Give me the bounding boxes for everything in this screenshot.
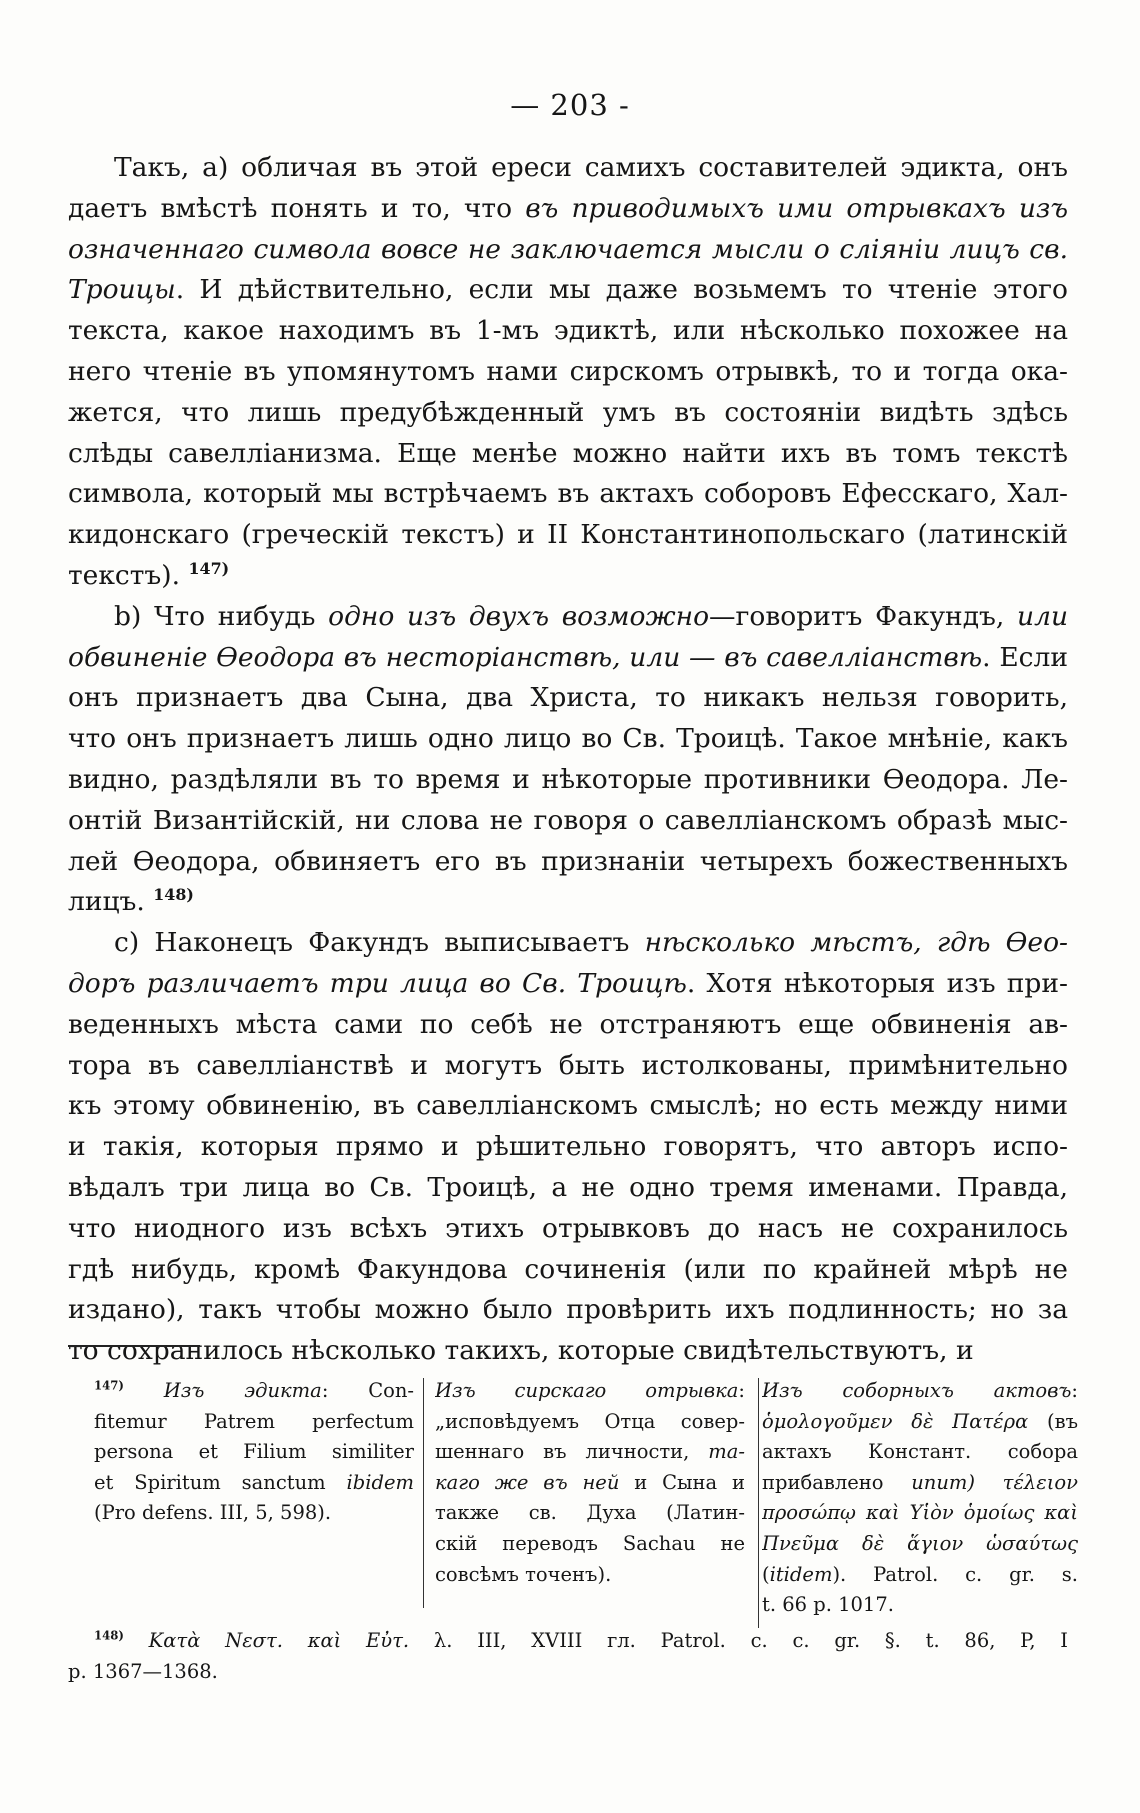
text-run: актахъ Констант. собора <box>762 1440 1078 1464</box>
text-run: доръ различаетъ три лица во Св. Троицѣ <box>68 967 687 999</box>
text-line <box>68 760 1068 801</box>
text-line <box>68 1046 1068 1087</box>
footnote-line <box>94 1437 414 1468</box>
text-run: —говоритъ Факундъ, <box>709 600 1017 632</box>
footnote-147-council-column <box>762 1376 1078 1621</box>
text-run: itidem <box>769 1562 833 1586</box>
text-run: Изъ эдикта <box>123 1379 322 1402</box>
text-run: къ этому обвиненію, въ савелліанскомъ смыслѣ; но есть между ними <box>68 1090 1068 1122</box>
text-run: λ. III, XVIII гл. Patrol. c. c. gr. §. t. 86, P, I <box>409 1629 1068 1652</box>
footnote-line <box>435 1376 745 1407</box>
text-run: слѣды савелліанизма. Еще менѣе можно найти ихъ въ томъ текстѣ <box>68 437 1068 469</box>
text-run: даетъ вмѣстѣ понять и то, что <box>68 192 526 224</box>
text-line <box>68 1005 1068 1046</box>
text-run: также св. Духа (Латин- <box>435 1501 745 1525</box>
text-run: p. 1367—1368. <box>68 1659 218 1683</box>
footnote-ref: 147) <box>188 559 230 579</box>
text-line <box>68 1127 1068 1168</box>
text-run: веденныхъ мѣста сами по себѣ не отстраняютъ еще обвиненія ав- <box>68 1008 1068 1040</box>
text-run: совсѣмъ точенъ). <box>435 1562 612 1586</box>
footnote-divider <box>68 1345 200 1347</box>
text-line <box>68 801 1068 842</box>
text-run: или <box>1017 600 1068 632</box>
text-run: Κατὰ Νεστ. καὶ Εὐτ. <box>123 1629 410 1652</box>
text-line <box>68 311 1068 352</box>
footnote-line <box>435 1498 745 1529</box>
text-line <box>68 1209 1068 1250</box>
text-run: каго же въ ней <box>435 1470 620 1494</box>
footnote-line <box>762 1376 1078 1407</box>
footnote-line <box>435 1560 745 1591</box>
text-run: текста, какое находимъ въ 1-мъ эдиктѣ, или нѣсколько похожее на <box>68 315 1068 347</box>
text-line <box>68 1290 1068 1331</box>
text-line <box>68 474 1068 515</box>
text-run: (въ <box>1028 1409 1078 1433</box>
text-run: нѣсколько мѣстъ, гдѣ Ѳео- <box>644 927 1068 959</box>
text-line <box>68 678 1068 719</box>
text-run: онтій Византійскій, ни слова не говоря о савелліанскомъ образѣ мыс- <box>68 804 1068 836</box>
text-run: ὁμολογοῦμεν δὲ Πατέρα <box>762 1409 1029 1433</box>
text-run: въ приводимыхъ ими отрывкахъ изъ <box>525 192 1068 224</box>
footnote-147-syriac-column <box>435 1376 745 1590</box>
text-line <box>68 1168 1068 1209</box>
footnote-147-edict-column <box>94 1376 414 1529</box>
text-line <box>68 842 1068 883</box>
text-line <box>68 597 1068 638</box>
footnote-line <box>762 1437 1078 1468</box>
text-run: προσώπῳ καὶ Υἱὸν ὁμοίως καὶ <box>762 1501 1078 1525</box>
text-run: что онъ признаетъ лишь одно лицо во Св. Троицѣ. Такое мнѣніе, какъ <box>68 723 1068 755</box>
footnote-line <box>762 1560 1078 1591</box>
text-line <box>68 189 1068 230</box>
text-run: ( <box>762 1562 770 1586</box>
footnote-line <box>68 1656 1068 1687</box>
text-line <box>68 270 1068 311</box>
text-run: (Pro defens. III, 5, 598). <box>94 1501 332 1525</box>
text-line <box>68 1331 1068 1372</box>
text-run: с) Наконецъ Факундъ выписываетъ <box>114 927 645 959</box>
text-run: кидонскаго (греческій текстъ) и II Константинопольскаго (латинскій <box>68 519 1068 551</box>
text-line <box>68 515 1068 556</box>
text-run: гдѣ нибудь, кромѣ Факундова сочиненія (или по крайней мѣрѣ не <box>68 1253 1068 1285</box>
text-run: обвиненіе Ѳеодора въ несторіанствѣ, или — въ савелліанствѣ <box>68 641 983 673</box>
text-run: скій переводъ Sachau не <box>435 1531 745 1555</box>
footnote-ref: 148) <box>94 1628 124 1643</box>
footnote-line <box>68 1625 1068 1656</box>
text-run: . И дѣйствительно, если мы даже возьмемъ то чтеніе этого <box>175 274 1068 306</box>
text-run: „исповѣдуемъ Отца совер- <box>435 1409 745 1433</box>
text-run: то сохранилось нѣсколько такихъ, которые свидѣтельствуютъ, и <box>68 1335 974 1367</box>
text-line <box>68 638 1068 679</box>
text-run: означеннаго символа вовсе не заключается мысли о сліяніи лицъ св. <box>68 233 1068 265</box>
text-run: : <box>1071 1379 1078 1402</box>
footnote-line <box>94 1498 414 1529</box>
text-run: t. 66 p. 1017. <box>762 1593 894 1617</box>
text-run: persona et Filium similiter <box>94 1440 414 1464</box>
text-run: вѣдалъ три лица во Св. Троицѣ, а не одно тремя именами. Правда, <box>68 1171 1068 1203</box>
text-run: него чтеніе въ упомянутомъ нами сирскомъ отрывкѣ, то и тогда ока- <box>68 355 1068 387</box>
text-line <box>68 1086 1068 1127</box>
text-run: Изъ соборныхъ актовъ <box>762 1379 1072 1402</box>
text-line <box>68 719 1068 760</box>
text-run: : Con- <box>321 1379 414 1402</box>
footnote-line <box>435 1437 745 1468</box>
text-line <box>68 1250 1068 1291</box>
text-run: : <box>738 1379 745 1402</box>
footnote-line <box>94 1468 414 1499</box>
text-line <box>68 556 1068 597</box>
text-run: ипит) τέλειον <box>911 1470 1078 1494</box>
text-run: Πνεῦμα δὲ ἅγιον ὡσαύτως <box>762 1531 1078 1555</box>
footnote-line <box>435 1407 745 1438</box>
text-run: . Если <box>982 641 1068 673</box>
text-run: ). Patrol. c. gr. s. <box>832 1562 1078 1586</box>
text-run: лей Ѳеодора, обвиняетъ его въ признаніи четырехъ божественныхъ <box>68 845 1068 877</box>
footnote-line <box>762 1590 1078 1621</box>
text-run: лицъ. <box>68 886 154 918</box>
text-run: ibidem <box>346 1470 414 1494</box>
text-run: Такъ, а) обличая въ этой ереси самихъ составителей эдикта, онъ <box>114 152 1068 183</box>
column-divider <box>758 1378 759 1628</box>
text-run: fitemur Patrem perfectum <box>94 1409 414 1433</box>
footnote-line <box>435 1529 745 1560</box>
text-run: и Сына и <box>619 1470 745 1494</box>
text-run: издано), такъ чтобы можно было провѣрить ихъ подлинность; но за <box>68 1294 1068 1326</box>
text-line <box>68 882 1068 923</box>
main-text <box>68 148 1068 1372</box>
text-run: видно, раздѣляли въ то время и нѣкоторые противники Ѳеодора. Ле- <box>68 763 1068 795</box>
text-run: b) Что нибудь <box>114 600 329 632</box>
text-line <box>68 352 1068 393</box>
text-run: et Spiritum sanctum <box>94 1470 347 1494</box>
footnote-ref: 147) <box>94 1378 124 1393</box>
text-line <box>68 923 1068 964</box>
text-run: та- <box>708 1440 745 1464</box>
footnote-line <box>762 1468 1078 1499</box>
text-run: символа, который мы встрѣчаемъ въ актахъ соборовъ Ефесскаго, Хал- <box>68 478 1068 510</box>
text-line <box>68 230 1068 271</box>
text-run: прибавлено <box>762 1470 912 1494</box>
text-run: шеннаго въ личности, <box>435 1440 709 1464</box>
paragraph-b <box>68 597 1068 923</box>
text-run: одно изъ двухъ возможно <box>328 600 710 632</box>
text-run: . Хотя нѣкоторыя изъ при- <box>686 967 1068 999</box>
footnote-line <box>435 1468 745 1499</box>
text-run: тора въ савелліанствѣ и могутъ быть истолкованы, примѣнительно <box>68 1049 1068 1081</box>
footnote-line <box>762 1498 1078 1529</box>
footnote-line <box>762 1529 1078 1560</box>
text-line <box>68 964 1068 1005</box>
footnote-line <box>762 1407 1078 1438</box>
footnote-line <box>94 1407 414 1438</box>
column-divider <box>423 1378 424 1608</box>
text-run: онъ признаетъ два Сына, два Христа, то никакъ нельзя говорить, <box>68 682 1068 714</box>
text-line <box>68 434 1068 475</box>
text-run: Троицы <box>68 274 176 306</box>
text-line <box>68 393 1068 434</box>
text-run: что ниодного изъ всѣхъ этихъ отрывковъ до насъ не сохранилось <box>68 1212 1068 1244</box>
footnote-ref: 148) <box>153 885 194 905</box>
text-run: текстъ). <box>68 559 189 591</box>
footnote-148 <box>68 1625 1068 1686</box>
paragraph-a <box>68 148 1068 597</box>
text-run: и такія, которыя прямо и рѣшительно говорятъ, что авторъ испо- <box>68 1131 1068 1163</box>
text-line <box>68 148 1068 189</box>
footnote-line <box>94 1376 414 1407</box>
page-number: — 203 - <box>510 88 630 122</box>
text-run: жется, что лишь предубѣжденный умъ въ состояніи видѣть здѣсь <box>68 396 1068 428</box>
text-run: Изъ сирскаго отрывка <box>435 1379 739 1402</box>
paragraph-c <box>68 923 1068 1372</box>
